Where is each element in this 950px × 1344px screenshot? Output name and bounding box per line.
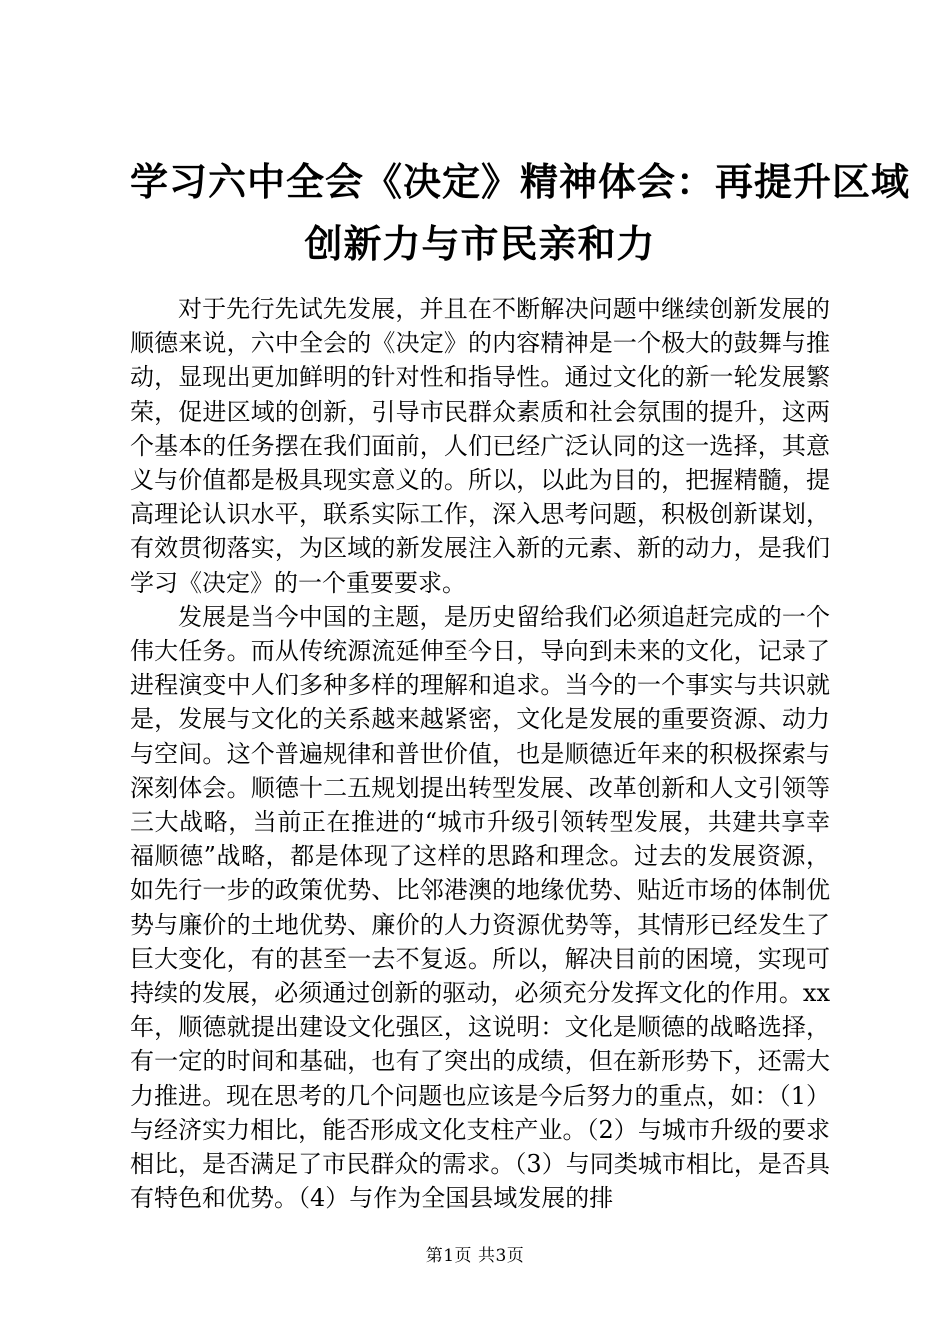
document-title-line-1: 学习六中全会《决定》精神体会：再提升区域: [130, 159, 911, 204]
body-paragraph-1: 对于先行先试先发展，并且在不断解决问题中继续创新发展的顺德来说，六中全会的《决定》的内容精神是一个极大的鼓舞与推动，显现出更加鲜明的针对性和指导性。通过文化的新一轮发展繁荣，促进区域的创新，引导市民群众素质和社会氛围的提升，这两个基本的任务摆在我们面前，人们已经广泛认同的这一选择，其意义与价值都是极具现实意义的。所以，以此为目的，把握精髓，提高理论认识水平，联系实际工作，深入思考问题，积极创新谋划，有效贯彻落实，为区域的新发展注入新的元素、新的动力，是我们学习《决定》的一个重要要求。: [130, 295, 830, 597]
document-title-line-2: 创新力与市民亲和力: [304, 221, 656, 266]
page-number-footer: 第1页 共3页: [425, 1246, 525, 1266]
document-body: [130, 292, 830, 1215]
body-paragraph-2: 发展是当今中国的主题，是历史留给我们必须追赶完成的一个伟大任务。而从传统源流延伸至今日，导向到未来的文化，记录了进程演变中人们多种多样的理解和追求。当今的一个事实与共识就是，发展与文化的关系越来越紧密，文化是发展的重要资源、动力与空间。这个普遍规律和普世价值，也是顺德近年来的积极探索与深刻体会。顺德十二五规划提出转型发展、改革创新和人文引领等三大战略，当前正在推进的“城市升级引领转型发展，共建共享幸福顺德”战略，都是体现了这样的思路和理念。过去的发展资源，如先行一步的政策优势、比邻港澳的地缘优势、贴近市场的体制优势与廉价的土地优势、廉价的人力资源优势等，其情形已经发生了巨大变化，有的甚至一去不复返。所以，解决目前的困境，实现可持续的发展，必须通过创新的驱动，必须充分发挥文化的作用。xx年，顺德就提出建设文化强区，这说明：文化是顺德的战略选择，有一定的时间和基础，也有了突出的成绩，但在新形势下，还需大力推进。现在思考的几个问题也应该是今后努力的重点，如：（1）与经济实力相比，能否形成文化支柱产业。（2）与城市升级的要求相比，是否满足了市民群众的需求。（3）与同类城市相比，是否具有特色和优势。（4）与作为全国县域发展的排: [130, 602, 830, 1213]
